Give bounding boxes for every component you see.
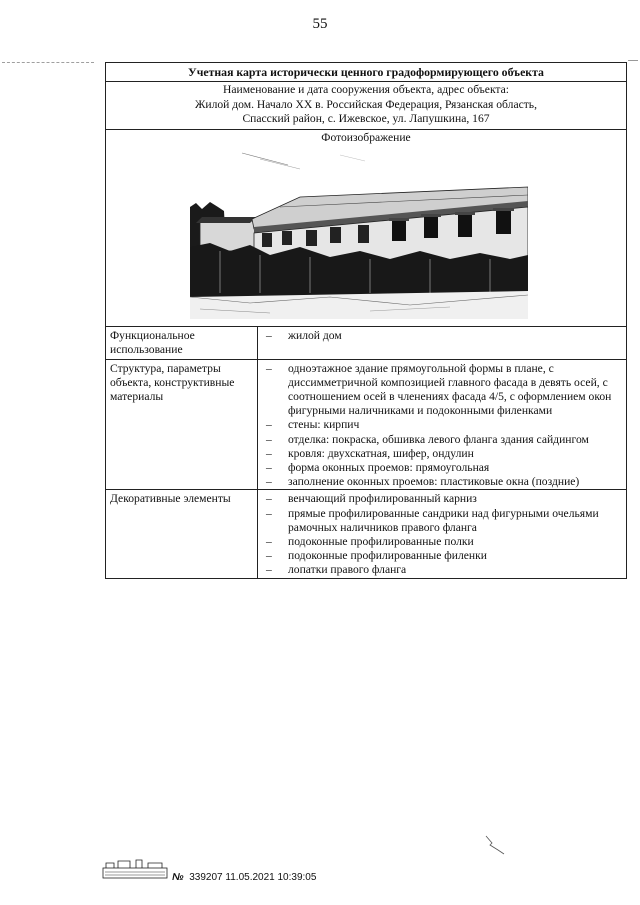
number-sign: №	[172, 872, 184, 883]
list-item: – отделка: покраска, обшивка левого фланга здания сайдингом	[266, 432, 589, 446]
scan-artifact-mark	[628, 60, 638, 64]
object-name-line: Жилой дом. Начало XX в. Российская Федерация, Рязанская область,	[194, 97, 537, 111]
doc-date: 11.05.2021	[225, 872, 275, 883]
building-photo	[190, 147, 528, 319]
list-item: – стены: кирпич	[266, 418, 360, 432]
list-item: – подоконные профилированные полки	[266, 534, 474, 548]
list-item: – прямые профилированные сандрики над фигурными очельями рамочных наличников правого фланга	[266, 506, 599, 534]
row-label: Структура, параметры объекта, конструктивные материалы	[106, 360, 258, 490]
list-item: – жилой дом	[266, 328, 342, 342]
registration-card	[105, 62, 627, 579]
object-name-block	[106, 82, 626, 130]
row-value	[258, 360, 626, 490]
list-item: – заполнение оконных проемов: пластиковые окна (поздние)	[266, 475, 580, 489]
scan-artifact-line	[2, 62, 94, 67]
row-decor	[106, 490, 626, 577]
list-item: – форма оконных проемов: прямоугольная	[266, 460, 490, 474]
document-footer	[172, 872, 316, 883]
doc-number: 339207	[189, 872, 223, 883]
object-name-line: Спасский район, с. Ижевское, ул. Лапушкина, 167	[242, 112, 490, 125]
list-item: – венчающий профилированный карниз	[266, 492, 477, 506]
list-item: – лопатки правого фланга	[266, 563, 407, 577]
row-label: Декоративные элементы	[106, 490, 258, 577]
list-item: – одноэтажное здание прямоугольной формы в плане, с диссимметричной композицией главного фасада в девять осей, с соотношением осей в членениях фасада 4/5, с оформлением окон фигурными наличниками и подоконными филенками	[266, 361, 612, 418]
row-value	[258, 490, 626, 577]
photo-cell	[106, 130, 626, 327]
list-item: – кровля: двухскатная, шифер, ондулин	[266, 446, 474, 460]
doc-time: 10:39:05	[277, 872, 317, 883]
row-structure	[106, 360, 626, 491]
row-value	[258, 327, 626, 359]
row-function	[106, 327, 626, 360]
card-title: Учетная карта исторически ценного градоформирующего объекта	[106, 63, 626, 82]
stamp-logo	[102, 858, 168, 880]
photo-label: Фотоизображение	[321, 130, 411, 144]
page-number: 55	[312, 16, 328, 32]
list-item: – подоконные профилированные филенки	[266, 549, 487, 563]
object-name-line: Наименование и дата сооружения объекта, адрес объекта:	[223, 83, 509, 96]
pen-mark	[484, 834, 508, 856]
row-label: Функциональное использование	[106, 327, 258, 359]
